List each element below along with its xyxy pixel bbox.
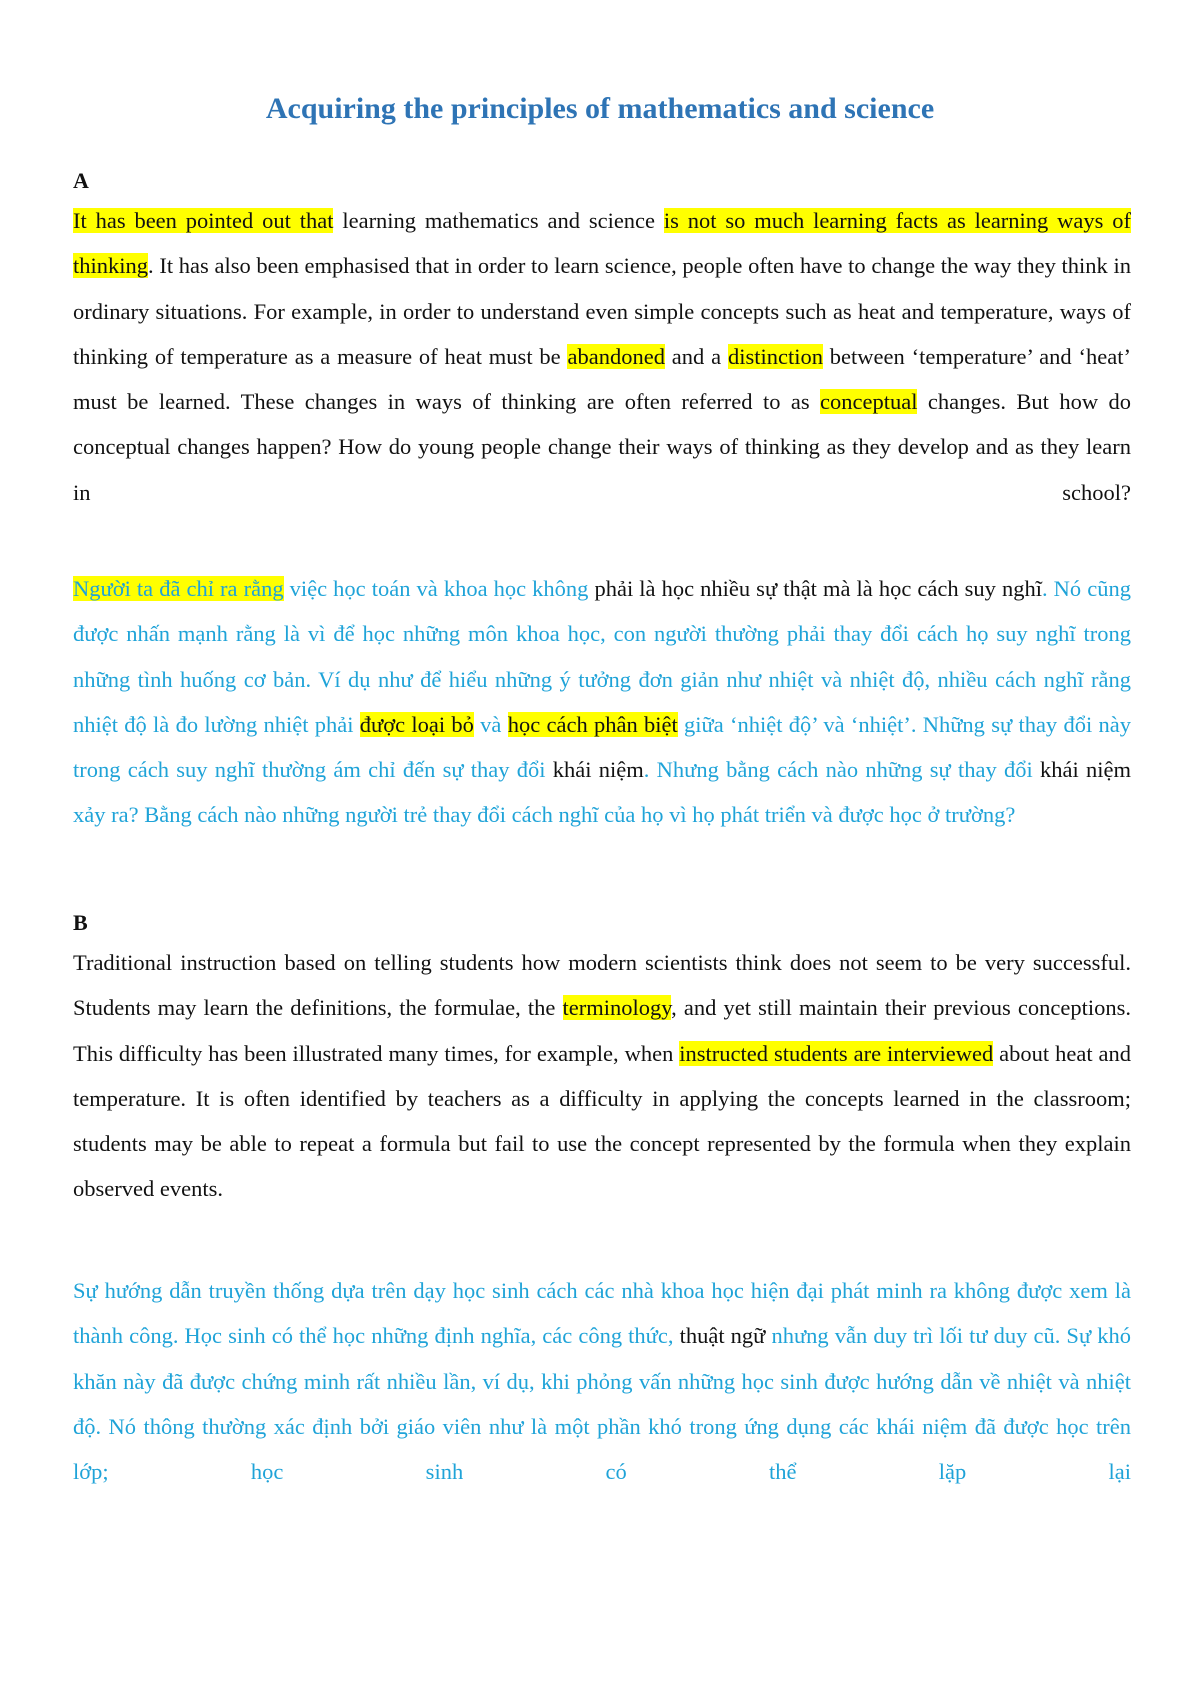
text-run: about heat and temperature. It is often identified by teachers as a difficulty in applying the concepts learned in the classroom; students may be able to repeat a formula but fail to use the concept represented by the formula when they explain observed events. — [73, 1040, 1131, 1202]
text-run: . Nó cũng được nhấn mạnh rằng là vì để học những môn khoa học, con người thường phải thay đổi cách họ suy nghĩ trong những tình huống cơ bản. Ví dụ như để hiểu những ý tưởng đơn giản như nhiệt và nhiệt độ, nhiều cách nghĩ rằng nhiệt độ là đo lường nhiệt phải — [73, 576, 1131, 737]
highlighted-phrase: conceptual — [820, 389, 918, 415]
key-term: phải là học nhiều sự thật mà là học cách suy nghĩ — [594, 576, 1042, 601]
key-term: khái niệm — [552, 757, 644, 783]
document-title: Acquiring the principles of mathematics and science — [265, 92, 935, 125]
highlighted-phrase: is not so much learning facts as learning ways of thinking — [73, 208, 1131, 279]
highlighted-phrase: It has been pointed out that — [73, 208, 334, 233]
section-b-heading: B — [73, 910, 88, 935]
text-run: xảy ra? Bằng cách nào những người trẻ thay đổi cách nghĩ của họ vì họ phát triển và được học ở trường? — [73, 802, 1016, 828]
key-term: thuật ngữ — [679, 1323, 766, 1349]
text-run: and a — [664, 343, 728, 369]
highlighted-phrase: terminology — [562, 995, 672, 1021]
highlighted-phrase: học cách phân biệt — [507, 711, 678, 737]
highlighted-phrase: abandoned — [567, 343, 665, 369]
text-run: giữa ‘nhiệt độ’ và ‘nhiệt’. Những sự thay đổi này trong cách suy nghĩ thường ám chỉ đến sự thay đổi — [73, 711, 1131, 783]
highlighted-phrase: Người ta đã chỉ ra rằng — [73, 576, 284, 601]
text-run: , and yet still maintain their previous conceptions. This difficulty has been illustrated many times, for example, when — [73, 995, 1131, 1066]
text-run: learning mathematics and science — [333, 208, 664, 233]
text-run: changes. But how do conceptual changes happen? How do young people change their ways of thinking as they develop and as they learn in school? — [73, 389, 1131, 505]
section-a-vietnamese-paragraph — [73, 566, 1131, 838]
text-run: between ‘temperature’ and ‘heat’ must be learned. These changes in ways of thinking are often referred to as — [73, 343, 1131, 415]
text-run: Traditional instruction based on telling students how modern scientists think does not seem to be very successful. Students may learn the definitions, the formulae, the — [73, 950, 1131, 1021]
key-term: khái niệm — [1040, 757, 1132, 783]
section-b-english-paragraph — [73, 940, 1131, 1212]
highlighted-phrase: distinction — [727, 343, 823, 369]
text-run: Sự hướng dẫn truyền thống dựa trên dạy học sinh cách các nhà khoa học hiện đại phát minh ra không được xem là thành công. Học sinh có thể học những định nghĩa, các công thức, — [73, 1278, 1131, 1349]
section-a-english-paragraph — [73, 198, 1131, 515]
text-run: . Nhưng bằng cách nào những sự thay đổi — [643, 757, 1041, 783]
highlighted-phrase: instructed students are interviewed — [679, 1040, 994, 1066]
section-b-vietnamese-paragraph — [73, 1268, 1131, 1494]
text-run: . It has also been emphasised that in order to learn science, people often have to change the way they think in ordinary situations. For example, in order to understand even simple concepts such as heat and temperature, ways of thinking of temperature as a measure of heat must be — [73, 253, 1131, 369]
text-run: việc học toán và khoa học không — [283, 576, 595, 601]
text-run: và — [473, 711, 508, 737]
highlighted-phrase: được loại bỏ — [359, 711, 474, 737]
section-a-heading: A — [73, 168, 89, 193]
text-run: nhưng vẫn duy trì lối tư duy cũ. Sự khó khăn này đã được chứng minh rất nhiều lần, ví dụ, khi phỏng vấn những học sinh được hướng dẫn về nhiệt và nhiệt độ. Nó thông thường xác định bởi giáo viên như là một phần khó trong ứng dụng các khái niệm đã được học trên lớp; học sinh có thể lặp lại — [73, 1323, 1131, 1485]
